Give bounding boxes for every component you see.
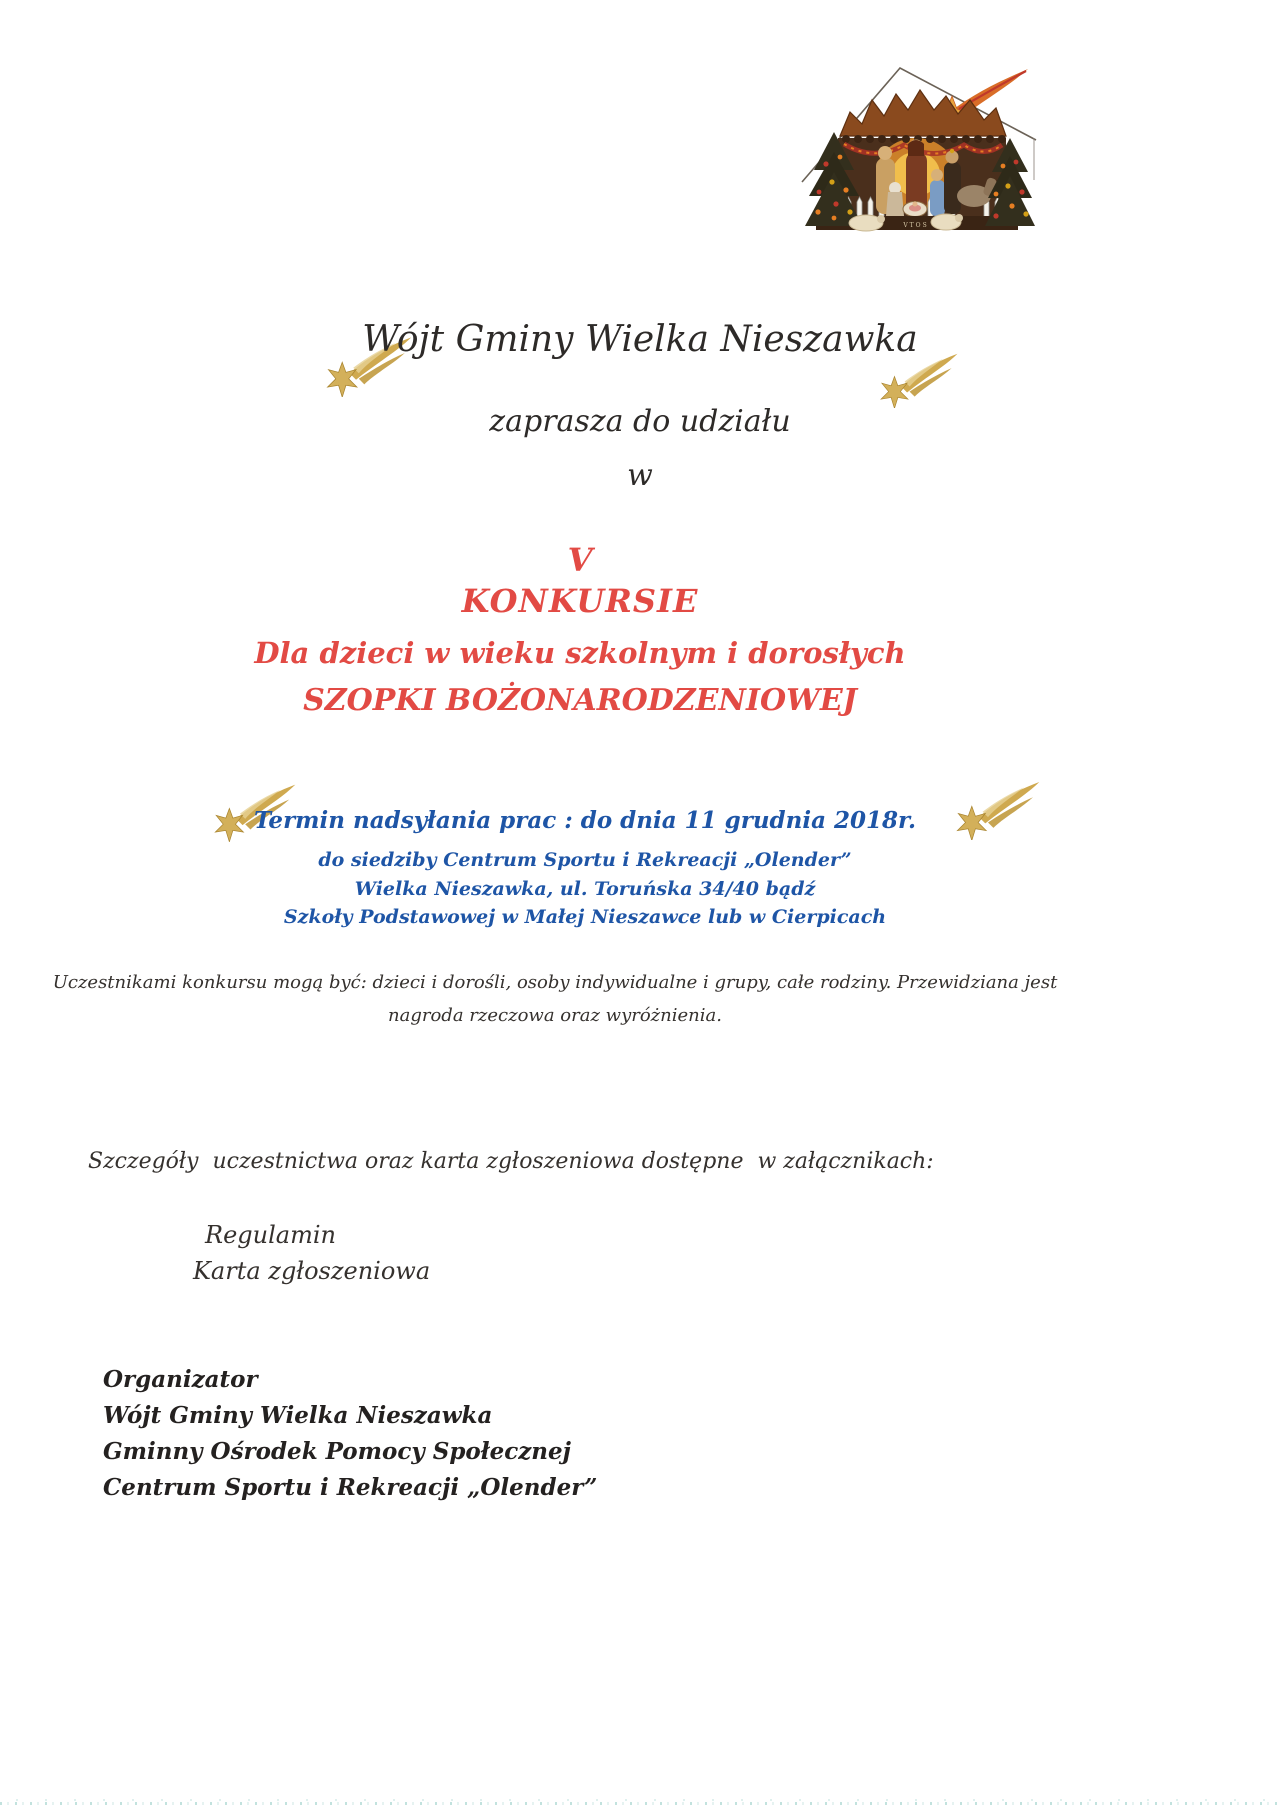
contest-subtitle-2: SZOPKI BOŻONARODZENIOWEJ bbox=[303, 683, 857, 718]
nativity-caption: VTOS bbox=[903, 222, 929, 229]
nativity-scene-image bbox=[788, 52, 1040, 234]
scan-artifact-strip bbox=[0, 1799, 1280, 1805]
attachments-intro: Szczegóły uczestnictwa oraz karta zgłoszeniowa dostępne w załącznikach: bbox=[88, 1149, 934, 1174]
deadline-line-2: do siedziby Centrum Sportu i Rekreacji „Olender” bbox=[318, 849, 852, 871]
header-line-3: w bbox=[627, 458, 653, 493]
participants-line-2: nagroda rzeczowa oraz wyróżnienia. bbox=[388, 1005, 722, 1026]
header-line-2: zaprasza do udziału bbox=[489, 404, 791, 439]
attachment-item-karta: Karta zgłoszeniowa bbox=[193, 1257, 431, 1285]
organizer-line-2: Gminny Ośrodek Pomocy Społecznej bbox=[103, 1438, 571, 1465]
contest-subtitle-1: Dla dzieci w wieku szkolnym i dorosłych bbox=[254, 636, 906, 670]
organizer-block bbox=[103, 1362, 597, 1506]
organizer-line-1: Wójt Gminy Wielka Nieszawka bbox=[103, 1402, 493, 1429]
organizer-line-3: Centrum Sportu i Rekreacji „Olender” bbox=[103, 1474, 598, 1501]
nativity-scene-svg bbox=[788, 52, 1040, 234]
deadline-line-1: Termin nadsyłania prac : do dnia 11 grudnia 2018r. bbox=[253, 807, 917, 834]
deadline-line-4: Szkoły Podstawowej w Małej Nieszawce lub w Cierpicach bbox=[283, 906, 887, 928]
participants-line-1: Uczestnikami konkursu mogą być: dzieci i dorośli, osoby indywidualne i grupy, całe rodziny. Przewidziana jest bbox=[52, 972, 1058, 993]
participants-paragraph bbox=[0, 966, 1110, 1032]
contest-numeral: V bbox=[567, 541, 593, 579]
deadline-line-3: Wielka Nieszawka, ul. Toruńska 34/40 bądź bbox=[354, 878, 816, 900]
organizer-heading: Organizator bbox=[103, 1366, 258, 1393]
contest-title: KONKURSIE bbox=[461, 582, 699, 620]
header-line-1: Wójt Gminy Wielka Nieszawka bbox=[362, 319, 918, 360]
attachment-item-regulamin: Regulamin bbox=[205, 1221, 336, 1249]
